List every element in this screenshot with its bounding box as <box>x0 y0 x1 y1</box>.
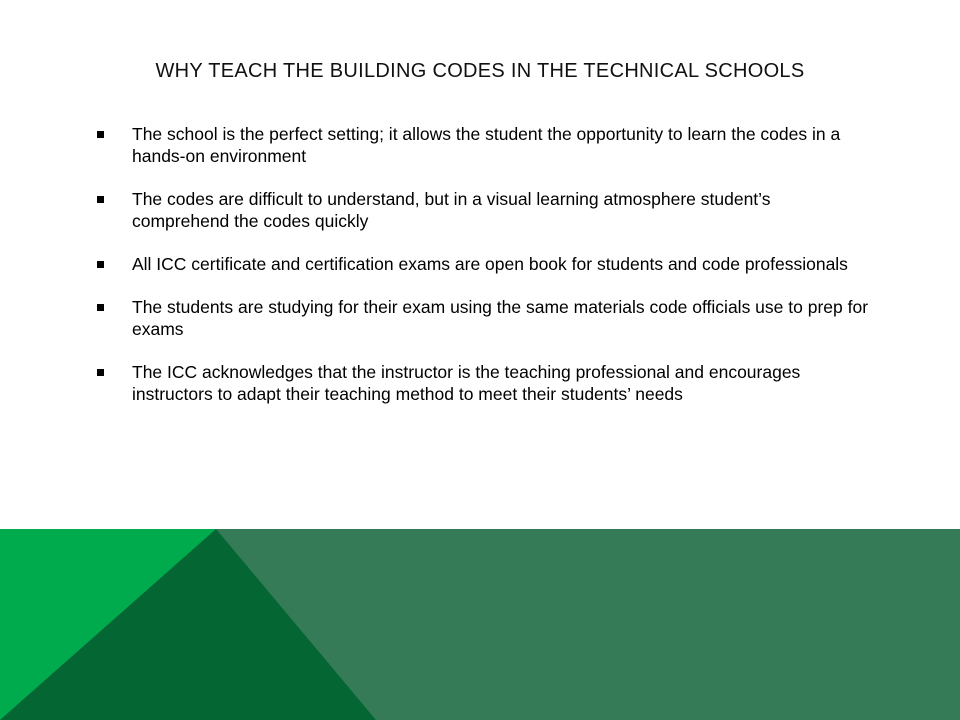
bullet-text: The codes are difficult to understand, but in a visual learning atmosphere student’s comprehend the codes quickly <box>132 189 771 231</box>
list-item <box>92 123 872 167</box>
list-item <box>92 361 872 405</box>
list-item <box>92 296 872 340</box>
square-bullet-icon <box>97 304 104 311</box>
square-bullet-icon <box>97 131 104 138</box>
bullet-list <box>92 123 872 426</box>
square-bullet-icon <box>97 369 104 376</box>
list-item <box>92 253 872 275</box>
bullet-text: The students are studying for their exam using the same materials code officials use to prep for exams <box>132 297 869 339</box>
list-item <box>92 188 872 232</box>
bullet-text: All ICC certificate and certification exams are open book for students and code professionals <box>132 254 848 274</box>
slide-title: WHY TEACH THE BUILDING CODES IN THE TECHNICAL SCHOOLS <box>155 60 805 82</box>
bullet-text: The ICC acknowledges that the instructor is the teaching professional and encourages instructors to adapt their teaching method to meet their students’ needs <box>132 362 801 404</box>
bullet-text: The school is the perfect setting; it allows the student the opportunity to learn the codes in a hands-on environment <box>132 124 841 166</box>
decorative-footer-band <box>0 529 960 720</box>
square-bullet-icon <box>97 261 104 268</box>
square-bullet-icon <box>97 196 104 203</box>
